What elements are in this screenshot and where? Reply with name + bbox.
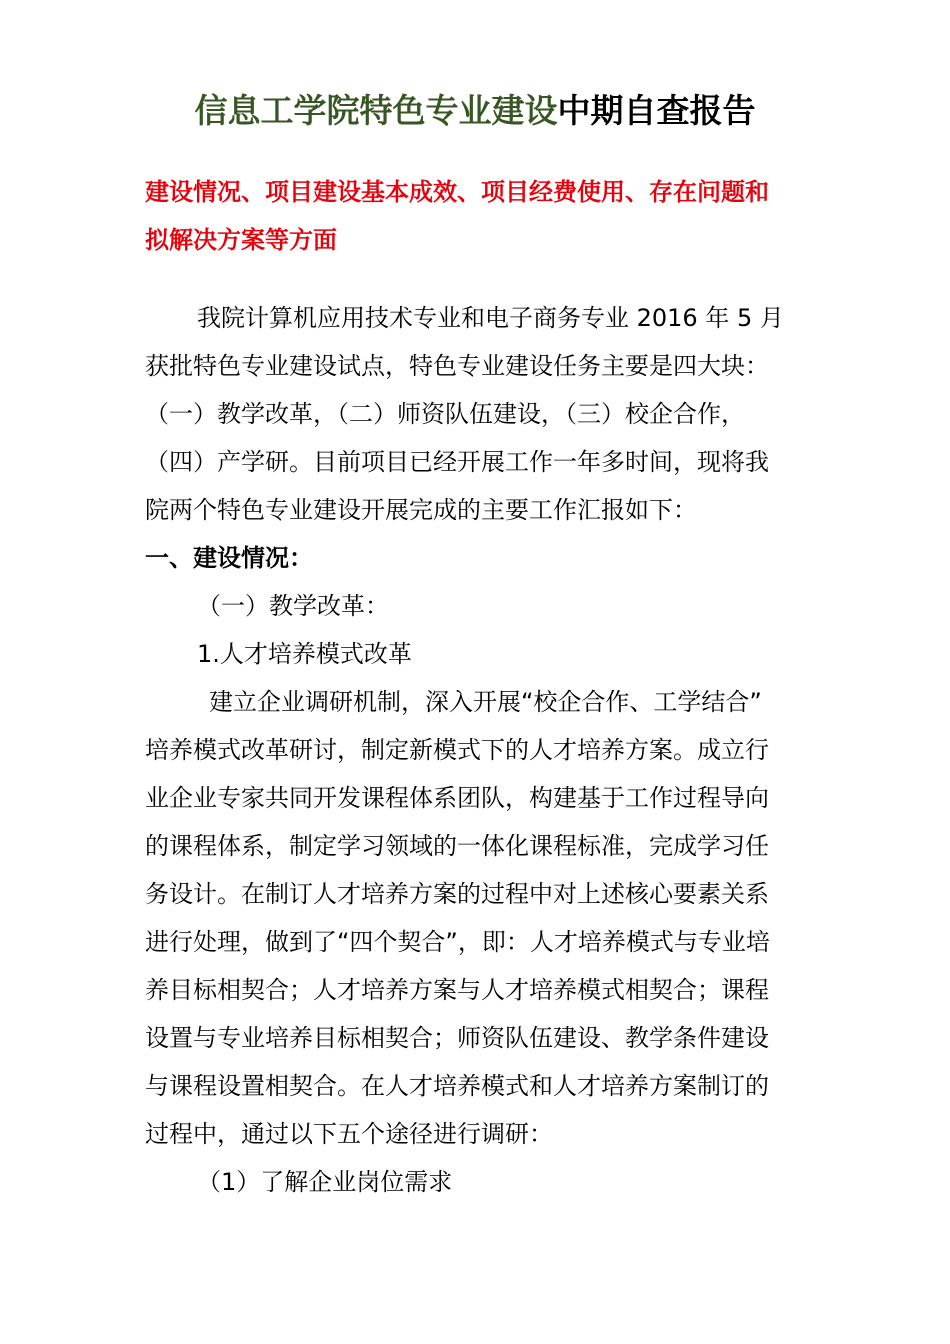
subtitle-line: 拟解决方案等方面 bbox=[145, 226, 337, 254]
intro-line: 院两个特色专业建设开展完成的主要工作汇报如下： bbox=[145, 496, 697, 524]
body-line: 过程中，通过以下五个途径进行调研： bbox=[145, 1120, 553, 1148]
intro-line: （一）教学改革，（二）师资队伍建设，（三）校企合作， bbox=[145, 400, 745, 428]
title-part-black: 中期自查报告 bbox=[557, 91, 756, 130]
title-part-green: 信息工学院特色专业建设 bbox=[194, 91, 558, 130]
body-line: 与课程设置相契合。在人才培养模式和人才培养方案制订的 bbox=[145, 1072, 769, 1100]
item-heading: 1.人才培养模式改革 bbox=[197, 640, 412, 668]
body-line: 建立企业调研机制，深入开展“校企合作、工学结合” bbox=[209, 688, 762, 716]
body-line: 培养模式改革研讨，制定新模式下的人才培养方案。成立行 bbox=[145, 736, 769, 764]
body-line: 设置与专业培养目标相契合；师资队伍建设、教学条件建设 bbox=[145, 1024, 769, 1052]
subsection-heading: （一）教学改革： bbox=[197, 592, 389, 620]
subtitle bbox=[145, 168, 815, 264]
body-line: 进行处理，做到了“四个契合”，即：人才培养模式与专业培 bbox=[145, 928, 770, 956]
intro-line: （四）产学研。目前项目已经开展工作一年多时间，现将我 bbox=[145, 448, 769, 476]
intro-line: 我院计算机应用技术专业和电子商务专业 2016 年 5 月 bbox=[197, 304, 784, 332]
subtitle-line: 建设情况、项目建设基本成效、项目经费使用、存在问题和 bbox=[145, 178, 769, 206]
section-heading: 一、建设情况： bbox=[145, 544, 313, 572]
document-title bbox=[0, 86, 950, 136]
intro-line: 获批特色专业建设试点，特色专业建设任务主要是四大块： bbox=[145, 352, 769, 380]
body-line: 业企业专家共同开发课程体系团队，构建基于工作过程导向 bbox=[145, 784, 769, 812]
body-line: 务设计。在制订人才培养方案的过程中对上述核心要素关系 bbox=[145, 880, 769, 908]
sub-item-heading: （1）了解企业岗位需求 bbox=[197, 1168, 453, 1196]
body-line: 的课程体系，制定学习领域的一体化课程标准，完成学习任 bbox=[145, 832, 769, 860]
body-line: 养目标相契合；人才培养方案与人才培养模式相契合；课程 bbox=[145, 976, 769, 1004]
